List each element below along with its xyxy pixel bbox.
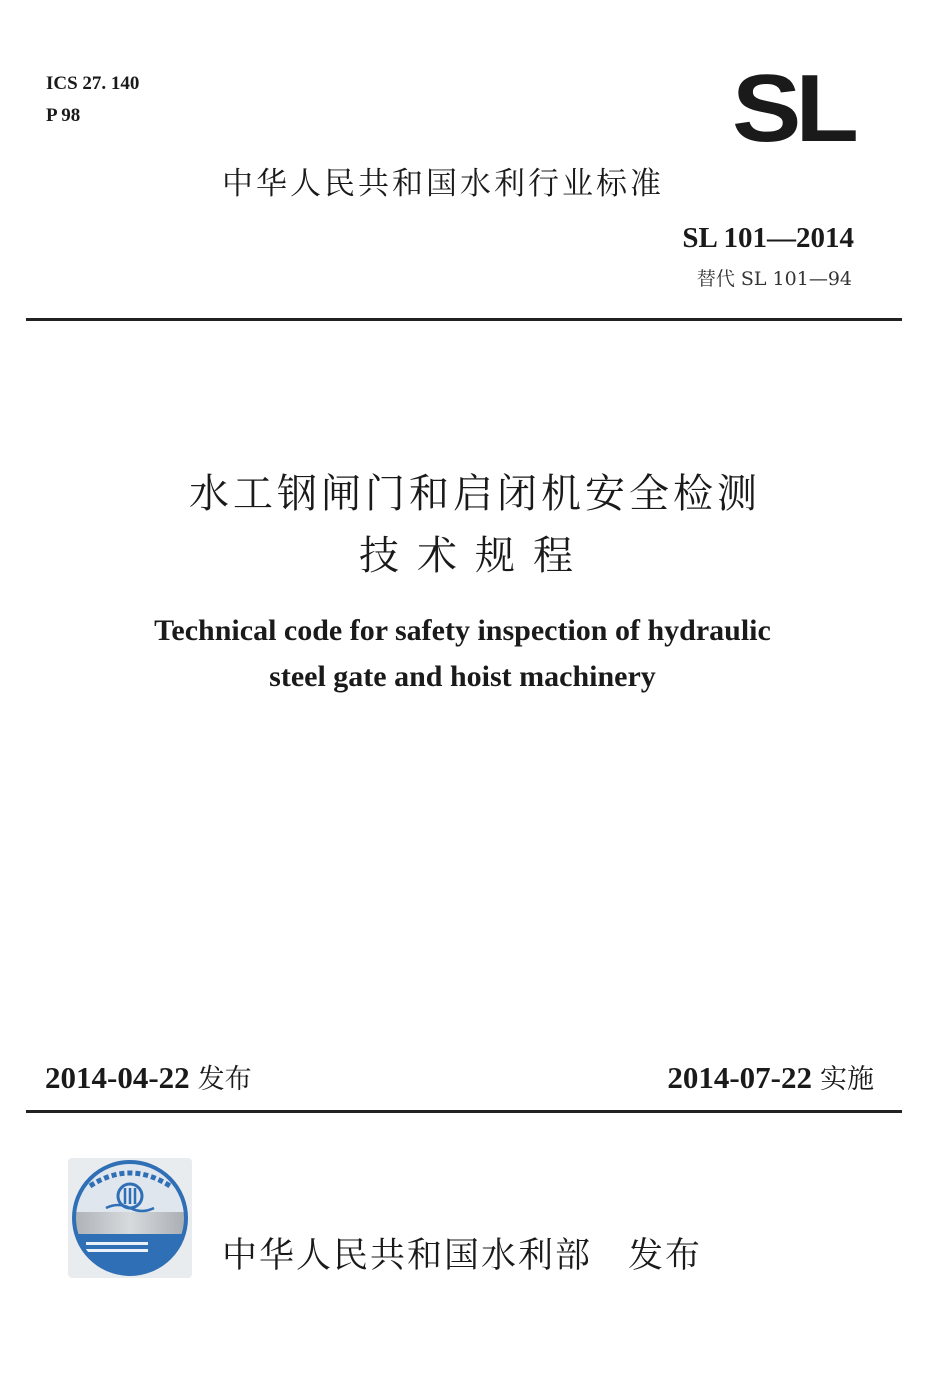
issuer-name: 中华人民共和国水利部 xyxy=(222,1236,593,1276)
classification-codes xyxy=(46,68,139,132)
implement-label: 实施 xyxy=(820,1064,874,1095)
anti-counterfeit-seal xyxy=(68,1158,192,1278)
replaces-note: 替代 SL 101—94 xyxy=(696,268,852,290)
cn-title-line1: 水工钢闸门和启闭机安全检测 xyxy=(189,471,761,517)
seal-graphic xyxy=(68,1158,192,1278)
issue-date: 2014-04-22 xyxy=(45,1060,190,1095)
issue-label: 发布 xyxy=(197,1064,252,1095)
en-title-line2: steel gate and hoist machinery xyxy=(269,660,656,693)
bottom-divider xyxy=(26,1110,902,1113)
top-divider xyxy=(26,318,902,321)
implement-date: 2014-07-22 xyxy=(667,1060,812,1095)
ics-code: ICS 27. 140 xyxy=(46,73,140,94)
issue-date-block xyxy=(45,1057,252,1096)
implement-date-block xyxy=(667,1057,874,1096)
class-code: P 98 xyxy=(46,105,81,126)
publisher-line xyxy=(222,1228,702,1278)
standard-number: SL 101—2014 xyxy=(682,222,854,254)
sl-logo: SL xyxy=(732,55,853,163)
standard-type-heading: 中华人民共和国水利行业标准 xyxy=(222,166,664,202)
cn-title-line2: 技术规程 xyxy=(359,533,591,579)
issuer-action: 发布 xyxy=(628,1236,703,1276)
en-title-line1: Technical code for safety inspection of hydraulic xyxy=(154,614,771,647)
